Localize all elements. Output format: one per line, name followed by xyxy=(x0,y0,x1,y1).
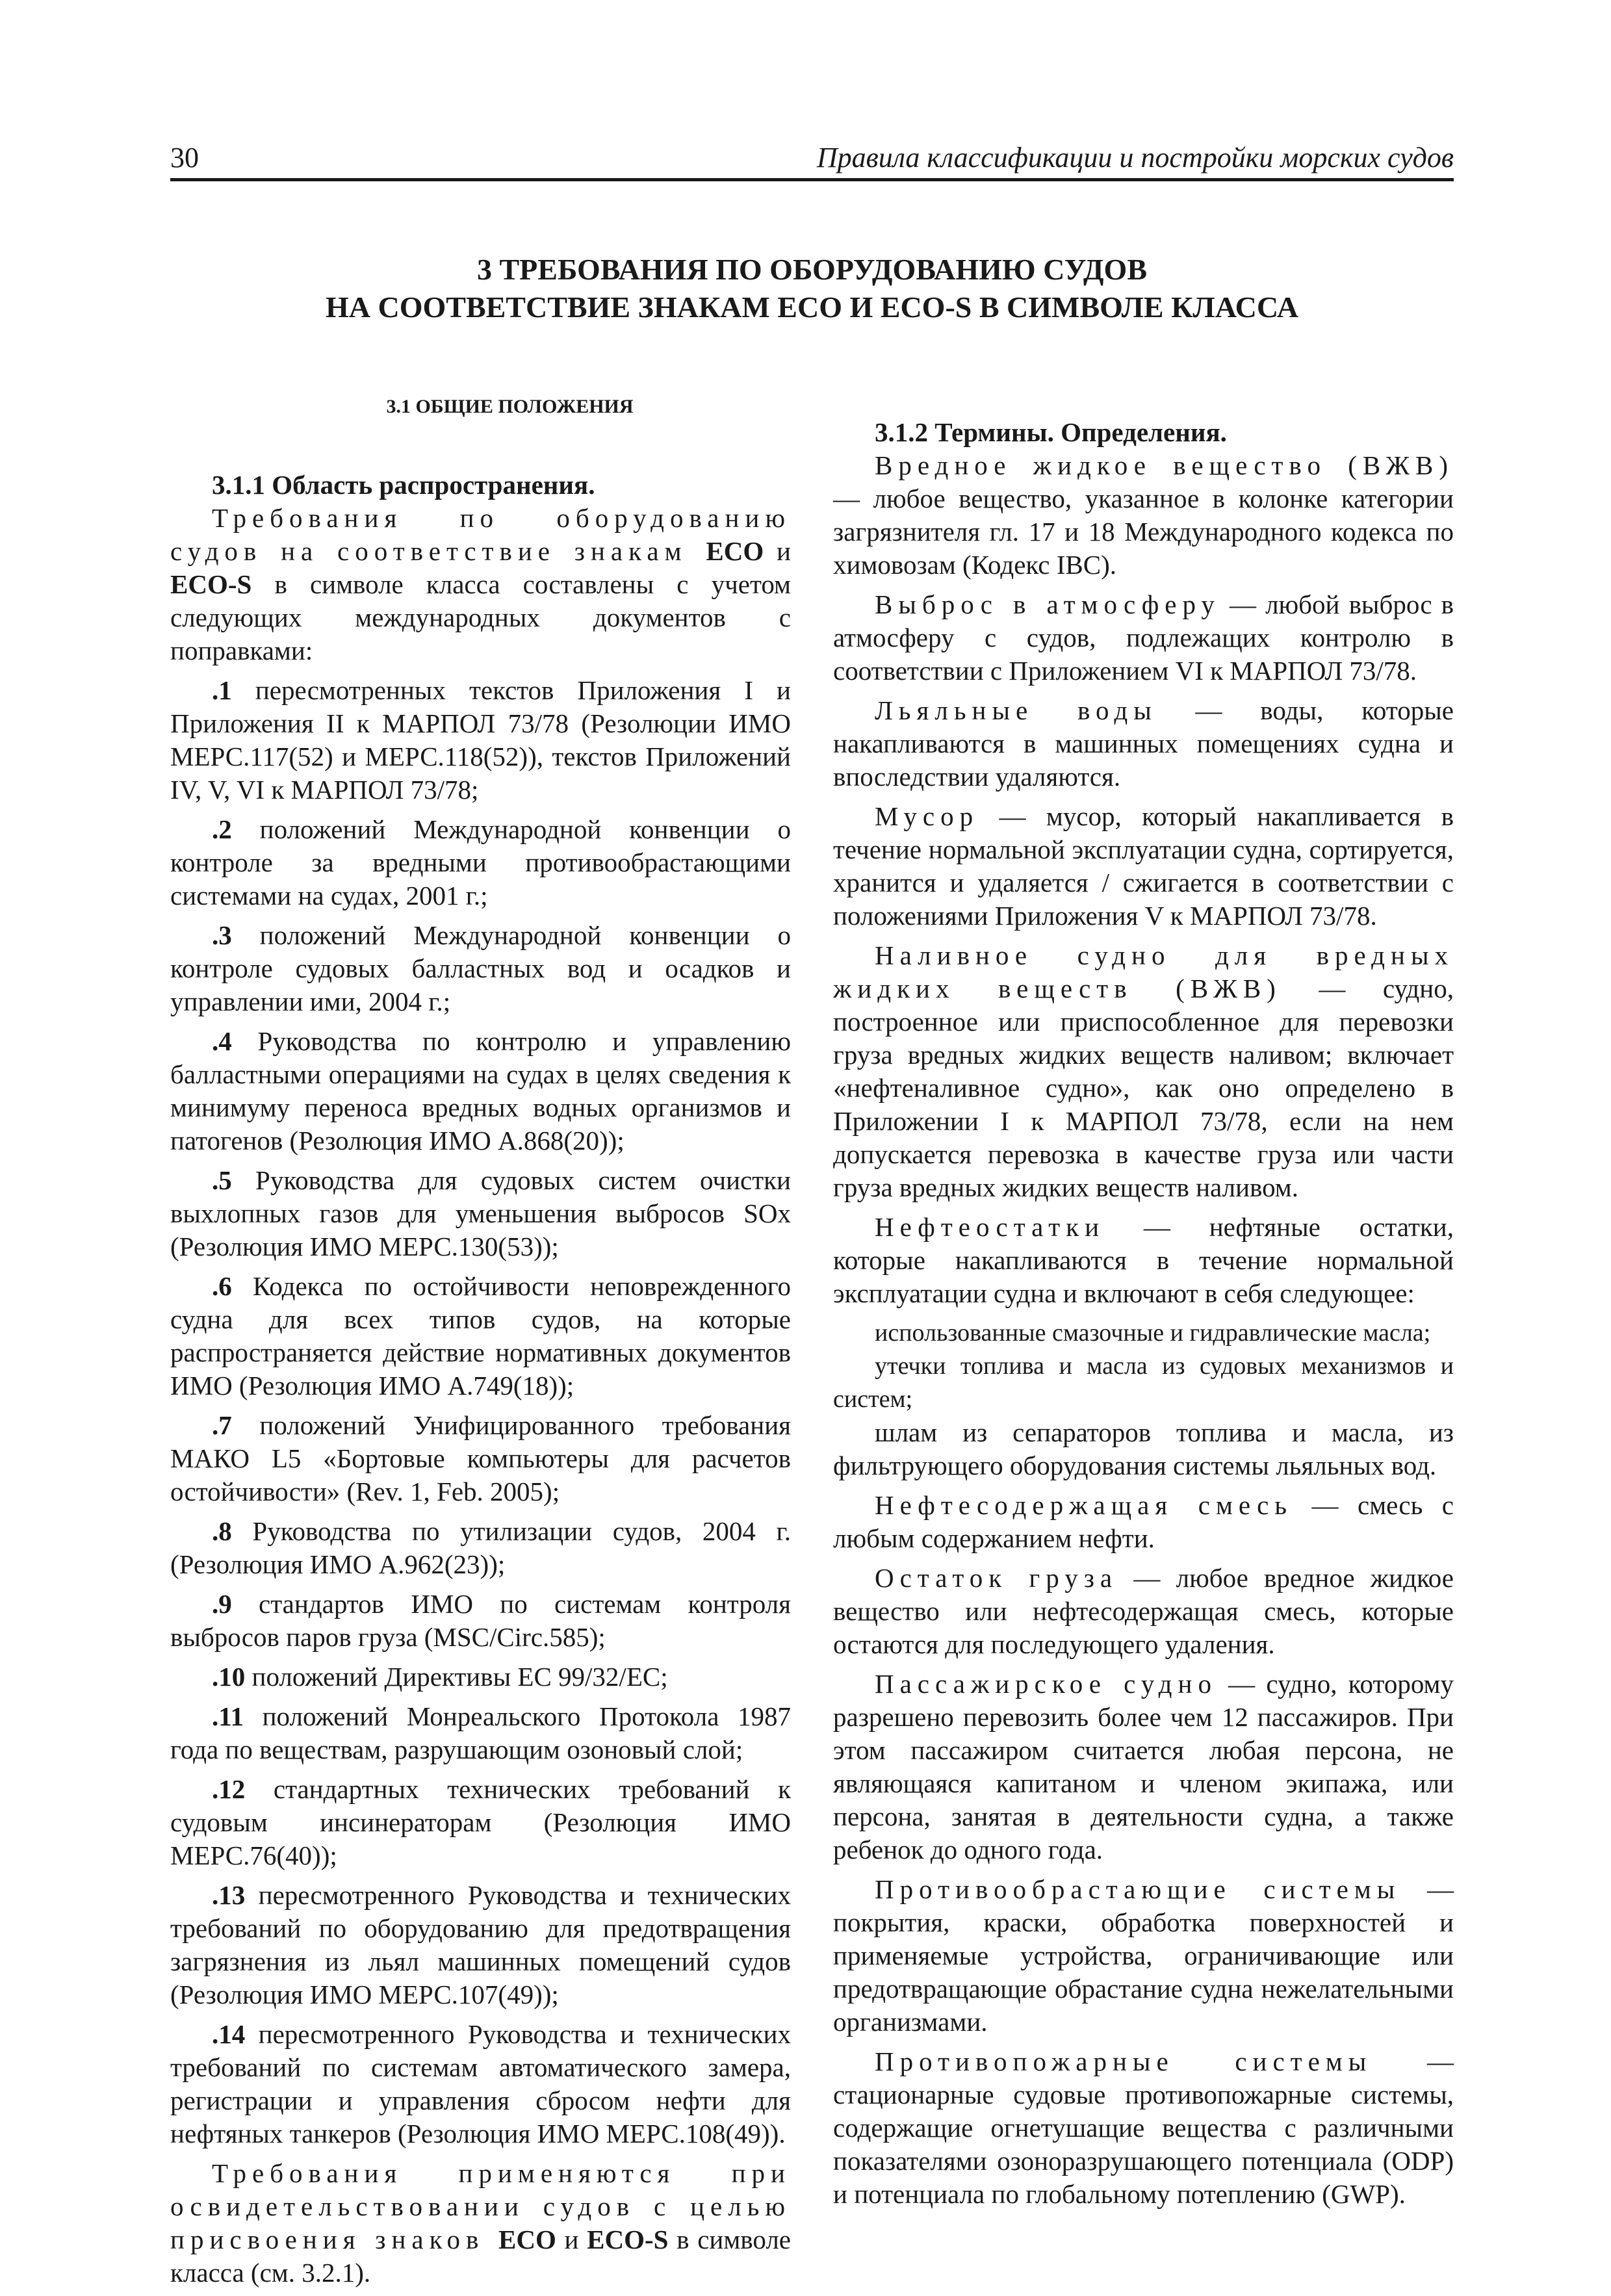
item-text: стандартов ИМО по системам контроля выбросов паров груза (MSC/Circ.585); xyxy=(170,1589,791,1652)
item-text: Руководства по контролю и управлению балластными операциями на судах в целях сведения к минимуму переноса вредных водных организмов и патогенов (Резолюция ИМО А.868(20)); xyxy=(170,1026,791,1155)
definition-text: — любое вредное жидкое вещество или нефтесодержащая смесь, которые остаются для последующего удаления. xyxy=(833,1563,1454,1659)
subsection-heading-terms: 3.1.2 Термины. Определения. xyxy=(875,417,1227,447)
chapter-title-line-2: НА СООТВЕТСТВИЕ ЗНАКАМ ECO И ECO-S В СИМВОЛЕ КЛАССА xyxy=(325,290,1299,324)
item-number: .12 xyxy=(212,1774,246,1804)
residue-item: использованные смазочные и гидравлические масла; xyxy=(875,1319,1431,1347)
residue-items-list xyxy=(833,1317,1454,1482)
definition xyxy=(833,2045,1454,2211)
list-item xyxy=(170,1025,791,1157)
list-item xyxy=(170,1660,791,1694)
item-number: .7 xyxy=(212,1410,232,1440)
item-text: положений Международной конвенции о контроле судовых балластных вод и осадков и управлении ими, 2004 г.; xyxy=(170,920,791,1016)
definition-term: Наливное судно для вредных жидких веществ (ВЖВ) xyxy=(833,940,1454,1003)
definition-term: Льяльные воды xyxy=(875,695,1157,725)
item-number: .9 xyxy=(212,1589,232,1619)
definition xyxy=(833,449,1454,582)
definition-term: Противопожарные системы xyxy=(875,2046,1373,2076)
item-text: пересмотренного Руководства и технических требований по оборудованию для предотвращения загрязнения из льял машинных помещений судов (Резолюция ИМО МЕРС.107(49)); xyxy=(170,1880,791,2009)
closing-paragraph: Требования применяются при освидетельствовании судов с целью присвоения знаков ECO и ECO-S в символе класса (см. 3.2.1). xyxy=(170,2158,791,2288)
intro-paragraph: Требования по оборудованию судов на соответствие знакам ECO и ECO-S в символе класса составлены с учетом следующих международных документов с поправками: xyxy=(170,503,791,665)
subsection-heading-scope: 3.1.1 Область распространения. xyxy=(212,470,595,500)
definition-term: Выброс в атмосферу xyxy=(875,589,1220,619)
item-number: .8 xyxy=(212,1516,232,1546)
item-text: положений Унифицированного требования МАКО L5 «Бортовые компьютеры для расчетов остойчивости» (Rev. 1, Feb. 2005); xyxy=(170,1410,791,1506)
item-text: стандартных технических требований к судовым инсинераторам (Резолюция ИМО МЕРС.76(40)); xyxy=(170,1774,791,1870)
definition xyxy=(833,1562,1454,1661)
definition-term: Остаток груза xyxy=(875,1563,1118,1593)
definition-text: — судно, которому разрешено перевозить более чем 12 пассажиров. При этом пассажиром считается любая персона, не являющаяся капитаном и членом экипажа, или персона, занятая в деятельности судна, а также ребенок до одного года. xyxy=(833,1669,1454,1864)
list-item xyxy=(170,1270,791,1402)
item-text: Руководства по утилизации судов, 2004 г. (Резолюция ИМО А.962(23)); xyxy=(170,1516,791,1579)
list-item xyxy=(170,1588,791,1654)
item-number: .13 xyxy=(212,1880,246,1910)
item-number: .14 xyxy=(212,2019,246,2049)
list-item xyxy=(170,1879,791,2011)
item-text: положений Международной конвенции о контроле за вредными противообрастающими системами на судах, 2001 г.; xyxy=(170,814,791,910)
definition xyxy=(833,1489,1454,1555)
page-number: 30 xyxy=(170,142,199,174)
documents-list xyxy=(170,674,791,2150)
definition xyxy=(833,800,1454,933)
chapter-title-line-1: 3 ТРЕБОВАНИЯ ПО ОБОРУДОВАНИЮ СУДОВ xyxy=(476,253,1148,286)
definition-text: — покрытия, краски, обработка поверхностей и применяемые устройства, ограничивающие или предотвращающие обрастание судна нежелательными организмами. xyxy=(833,1874,1454,2037)
item-text: пересмотренного Руководства и технических требований по системам автоматического замера, регистрации и управления сбросом нефти для нефтяных танкеров (Резолюция ИМО МЕРС.108(49)). xyxy=(170,2019,791,2148)
definition-text: — нефтяные остатки, которые накапливаются в течение нормальной эксплуатации судна и включают в себя следующее: xyxy=(833,1212,1454,1308)
definition xyxy=(833,939,1454,1204)
definition-text: — любой выброс в атмосферу с судов, подлежащих контролю в соответствии с Приложением VI к МАРПОЛ 73/78. xyxy=(833,589,1454,686)
definition-term: Пассажирское судно xyxy=(875,1669,1217,1699)
item-number: .5 xyxy=(212,1165,232,1195)
definition-term: Вредное жидкое вещество (ВЖВ) xyxy=(875,450,1454,480)
item-number: .6 xyxy=(212,1271,232,1301)
page-header xyxy=(170,142,1454,181)
item-text: пересмотренных текстов Приложения I и Приложения II к МАРПОЛ 73/78 (Резолюции ИМО МЕРС.117(52) и МЕРС.118(52)), текстов Приложений IV, V, VI к МАРПОЛ 73/78; xyxy=(170,675,791,805)
running-title: Правила классификации и постройки морских судов xyxy=(816,142,1454,174)
definitions-list-2 xyxy=(833,1489,1454,2211)
definition-term: Мусор xyxy=(875,801,979,831)
list-item xyxy=(170,1700,791,1766)
residue-item: шлам из сепараторов топлива и масла, из фильтрующего оборудования системы льяльных вод. xyxy=(833,1417,1454,1480)
list-item xyxy=(170,1515,791,1581)
definitions-list xyxy=(833,449,1454,1310)
definition xyxy=(833,1211,1454,1310)
definition-term: Противообрастающие системы xyxy=(875,1874,1401,1904)
section-heading: 3.1 ОБЩИЕ ПОЛОЖЕНИЯ xyxy=(386,396,634,417)
item-text: Кодекса по остойчивости неповрежденного судна для всех типов судов, на которые распространяется действие нормативных документов ИМО (Резолюция ИМО А.749(18)); xyxy=(170,1271,791,1400)
right-column xyxy=(833,416,1454,2217)
definition-text: — судно, построенное или приспособленное для перевозки груза вредных жидких веществ наливом; включает «нефтеналивное судно», как оно определено в Приложении I к МАРПОЛ 73/78, если на нем допускается перевозка в качестве груза или части груза вредных жидких веществ наливом. xyxy=(833,974,1454,1202)
definition-text: — любое вещество, указанное в колонке категории загрязнителя гл. 17 и 18 Международного кодекса по химовозам (Кодекс IBC). xyxy=(833,484,1454,580)
list-item xyxy=(170,1773,791,1872)
item-text: положений Директивы ЕС 99/32/ЕС; xyxy=(245,1662,668,1692)
definition-text: — воды, которые накапливаются в машинных помещениях судна и впоследствии удаляются. xyxy=(833,695,1454,792)
item-number: .2 xyxy=(212,814,232,844)
item-number: .3 xyxy=(212,920,232,950)
list-item xyxy=(170,1409,791,1508)
definition-text: — смесь с любым содержанием нефти. xyxy=(833,1490,1454,1553)
list-item xyxy=(170,2018,791,2150)
item-number: .1 xyxy=(212,675,232,705)
list-item xyxy=(170,674,791,806)
item-number: .11 xyxy=(212,1701,244,1731)
residue-item: утечки топлива и масла из судовых механизмов и систем; xyxy=(833,1352,1454,1413)
list-item xyxy=(170,813,791,912)
definition-text: — стационарные судовые противопожарные системы, содержащие огнетушащие вещества с различными показателями озоноразрушающего потенциала (ODP) и потенциала по глобальному потеплению (GWP). xyxy=(833,2046,1454,2209)
definition xyxy=(833,1668,1454,1866)
item-number: .4 xyxy=(212,1026,232,1056)
item-number: .10 xyxy=(212,1662,246,1692)
definition xyxy=(833,588,1454,688)
definition xyxy=(833,1873,1454,2039)
definition-term: Нефтеостатки xyxy=(875,1212,1105,1242)
list-item xyxy=(170,1164,791,1263)
definition-term: Нефтесодержащая смесь xyxy=(875,1490,1293,1520)
definition-text: — мусор, который накапливается в течение нормальной эксплуатации судна, сортируется, хранится и удаляется / сжигается в соответствии с положениями Приложения V к МАРПОЛ 73/78. xyxy=(833,801,1454,931)
definition xyxy=(833,694,1454,793)
item-text: Руководства для судовых систем очистки выхлопных газов для уменьшения выбросов SOx (Резолюция ИМО МЕРС.130(53)); xyxy=(170,1165,791,1261)
list-item xyxy=(170,919,791,1018)
chapter-title xyxy=(170,251,1454,326)
item-text: положений Монреальского Протокола 1987 года по веществам, разрушающим озоновый слой; xyxy=(170,1701,791,1764)
left-column xyxy=(170,390,791,2296)
